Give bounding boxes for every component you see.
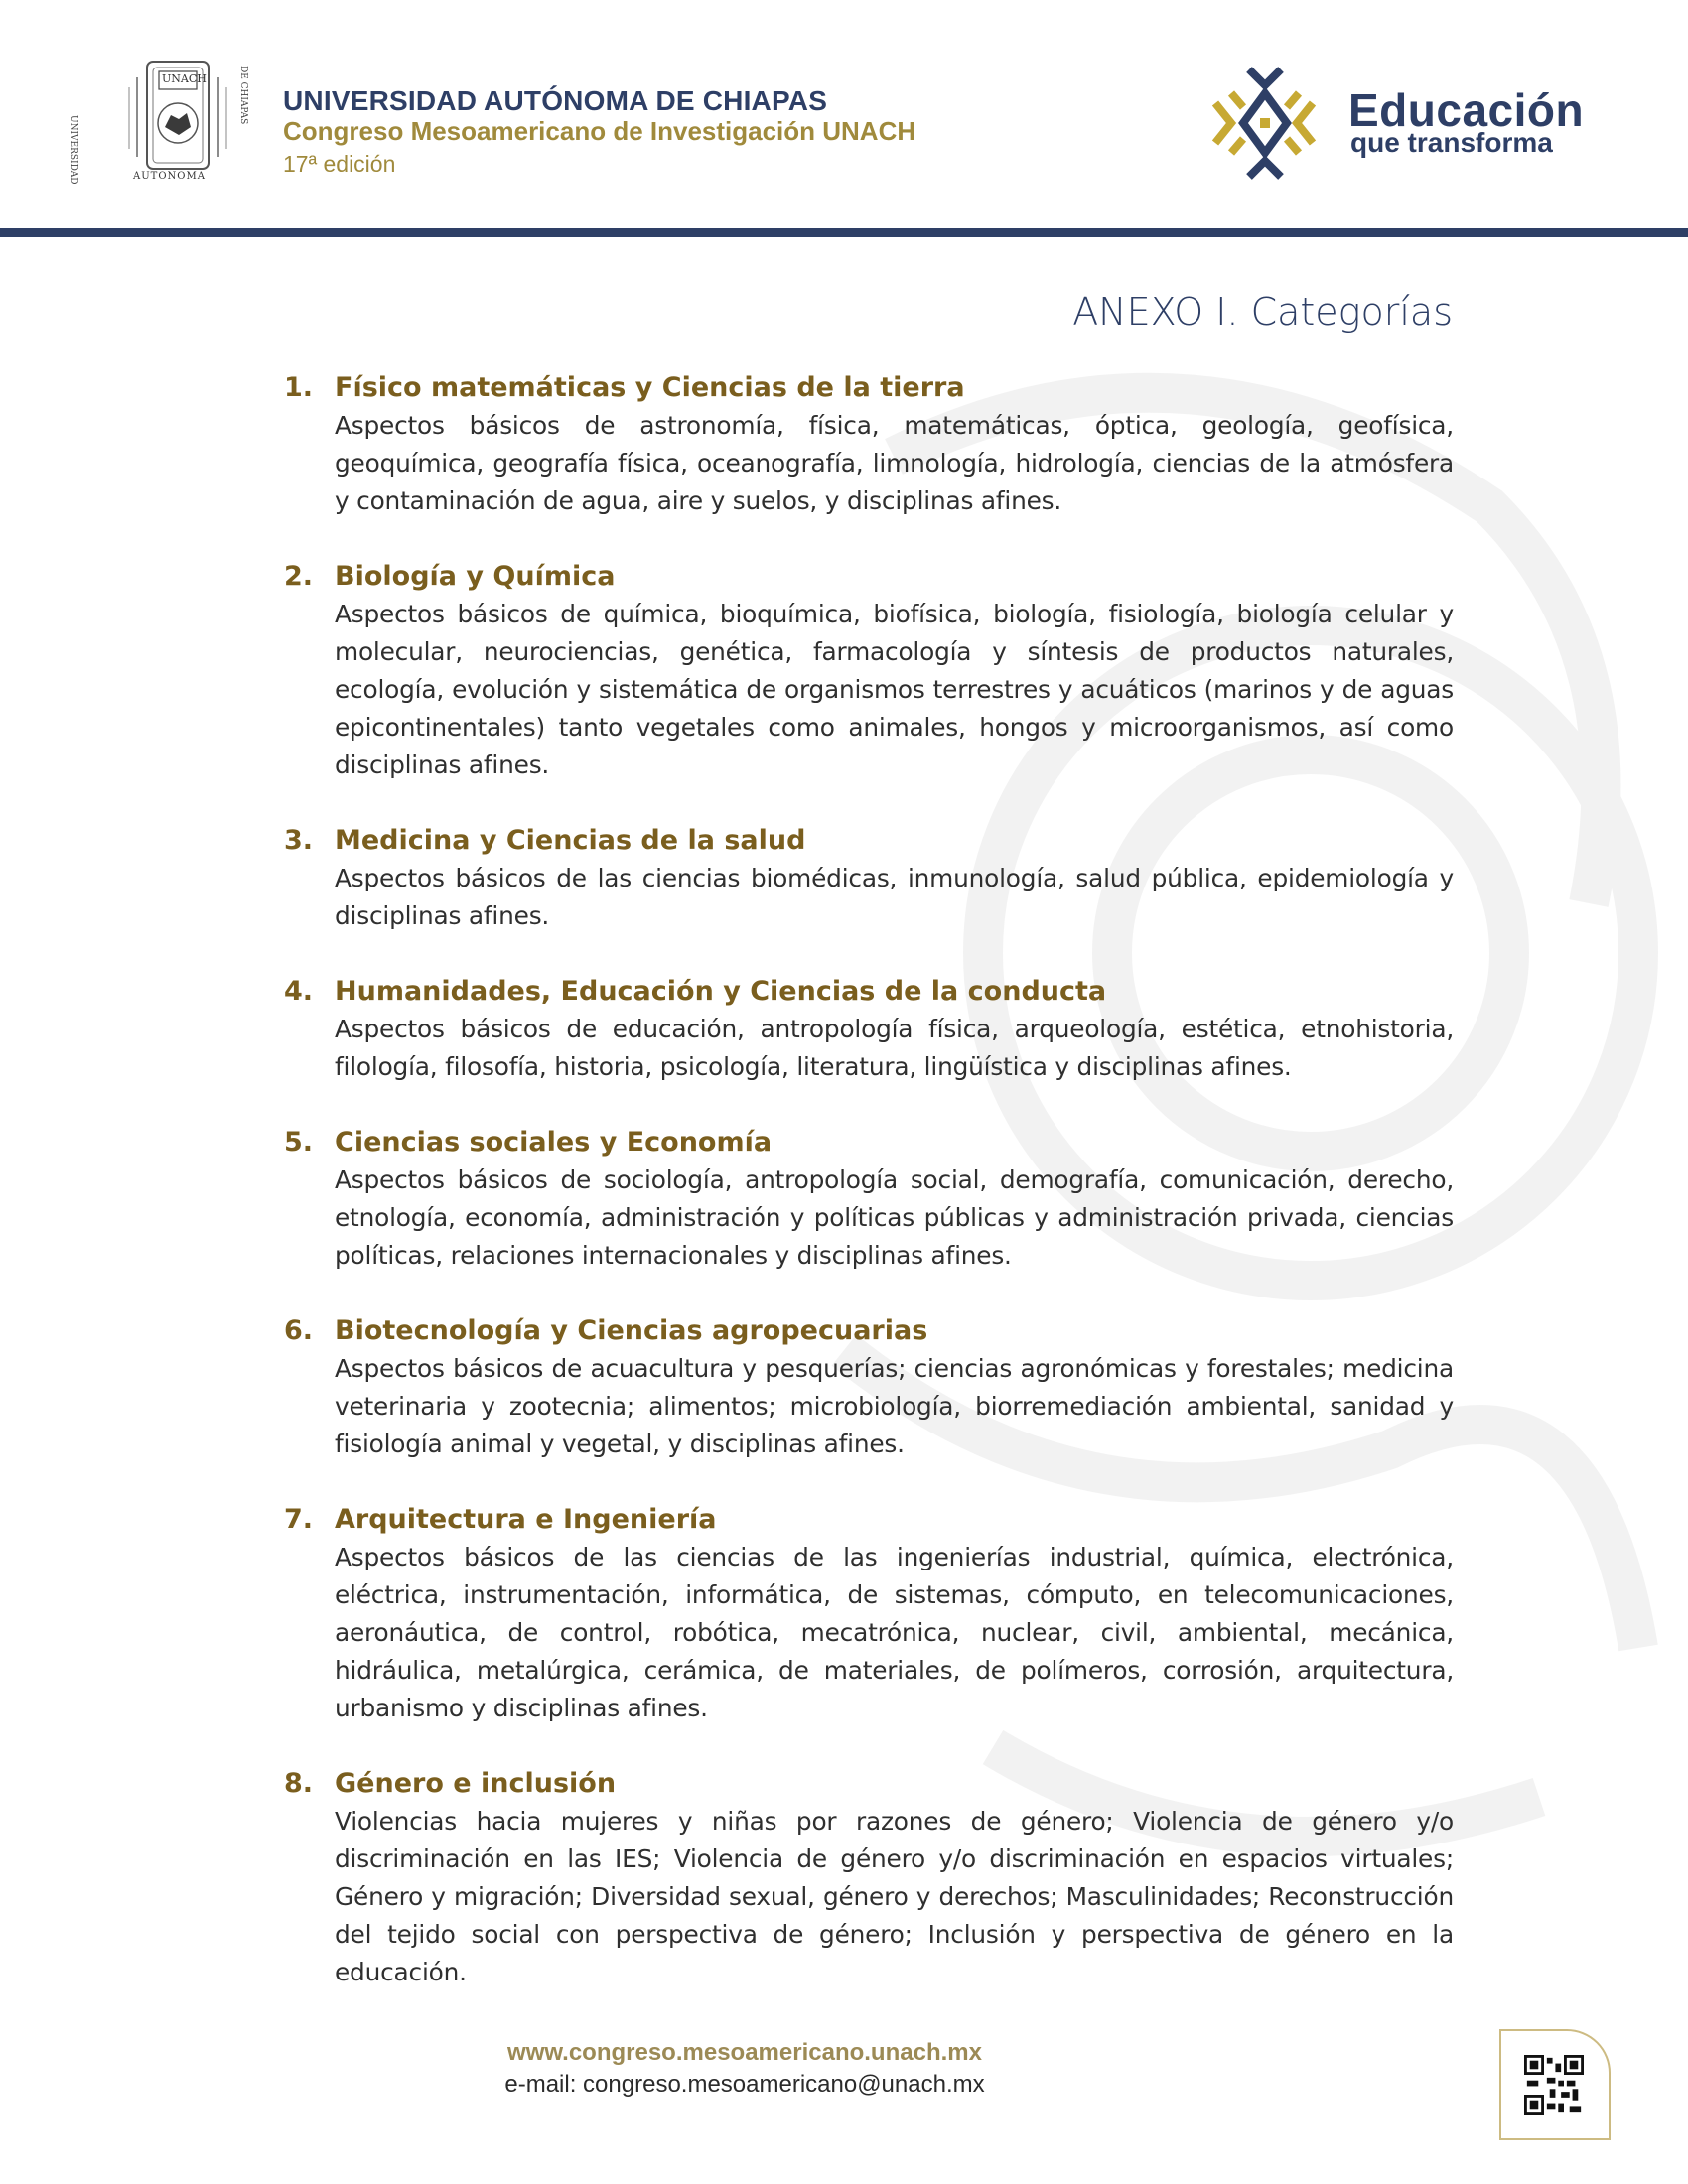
category-item [284, 822, 1454, 935]
seal-left-text: UNIVERSIDAD [69, 115, 78, 185]
logo-text-line1: Educación [1348, 84, 1585, 136]
category-item [284, 1124, 1454, 1275]
category-item [284, 973, 1454, 1086]
category-title: Físico matemáticas y Ciencias de la tierra [335, 372, 965, 403]
category-title: Ciencias sociales y Economía [335, 1127, 773, 1158]
category-description: Aspectos básicos de las ciencias biomédicas, inmunología, salud pública, epidemiología y disciplinas afines. [335, 864, 1454, 930]
category-title: Medicina y Ciencias de la salud [335, 825, 806, 856]
email-link[interactable]: e-mail: congreso.mesoamericano@unach.mx [504, 2071, 985, 2098]
category-description: Violencias hacia mujeres y niñas por razones de género; Violencia de género y/o discriminación en las IES; Violencia de género y/o discriminación en espacios virtuales; Género y migración; Diversidad sexual, género y derechos; Masculinidades; Reconstrucción del tejido social con perspectiva de género; Inclusión y perspectiva de género en la educación. [335, 1807, 1454, 1986]
website-link[interactable]: www.congreso.mesoamericano.unach.mx [507, 2039, 982, 2066]
category-item [284, 1501, 1454, 1727]
category-title: Humanidades, Educación y Ciencias de la conducta [335, 976, 1107, 1007]
seal-right-text: DE CHIAPAS [238, 66, 248, 125]
logo-text-line2: que transforma [1350, 127, 1553, 158]
university-name: UNIVERSIDAD AUTÓNOMA DE CHIAPAS [283, 85, 828, 116]
header-divider [0, 228, 1688, 237]
category-item [284, 558, 1454, 784]
qr-code-icon[interactable] [1524, 2055, 1584, 2115]
category-number: 2. [284, 561, 314, 592]
annex-title: ANEXO I. Categorías [1072, 290, 1453, 334]
category-description: Aspectos básicos de astronomía, física, matemáticas, óptica, geología, geofísica, geoquímica, geografía física, oceanografía, limnología, hidrología, ciencias de la atmósfera y contaminación de agua, aire y suelos, y disciplinas afines. [335, 411, 1454, 515]
seal-bottom-text: AUTONOMA [133, 171, 206, 182]
congress-name: Congreso Mesoamericano de Investigación UNACH [283, 116, 916, 146]
category-number: 1. [284, 372, 314, 403]
category-description: Aspectos básicos de sociología, antropología social, demografía, comunicación, derecho, etnología, economía, administración y políticas públicas y administración privada, ciencias políticas, relaciones internacionales y disciplinas afines. [335, 1165, 1454, 1270]
category-number: 6. [284, 1315, 314, 1346]
category-number: 3. [284, 825, 314, 856]
category-description: Aspectos básicos de educación, antropología física, arqueología, estética, etnohistoria, filología, filosofía, historia, psicología, literatura, lingüística y disciplinas afines. [335, 1015, 1454, 1081]
category-title: Arquitectura e Ingeniería [335, 1504, 717, 1535]
edition-label: 17ª edición [283, 151, 396, 177]
category-number: 8. [284, 1768, 314, 1799]
category-description: Aspectos básicos de las ciencias de las ingenierías industrial, química, electrónica, eléctrica, instrumentación, informática, de sistemas, cómputo, en telecomunicaciones, aeronáutica, de control, robótica, mecatrónica, nuclear, civil, ambiental, mecánica, hidráulica, metalúrgica, cerámica, de materiales, de polímeros, corrosión, arquitectura, urbanismo y disciplinas afines. [335, 1543, 1454, 1722]
educacion-logo-icon [1209, 64, 1319, 183]
category-description: Aspectos básicos de química, bioquímica, biofísica, biología, fisiología, biología celular y molecular, neurociencias, genética, farmacología y síntesis de productos naturales, ecología, evolución y sistemática de organismos terrestres y acuáticos (marinos y de aguas epicontinentales) tanto vegetales como animales, hongos y microorganismos, así como disciplinas afines. [335, 600, 1454, 779]
category-item [284, 1765, 1454, 1991]
seal-top-text: UNACH [162, 72, 207, 85]
categories-list [284, 369, 1454, 2029]
category-item [284, 369, 1454, 520]
category-description: Aspectos básicos de acuacultura y pesquerías; ciencias agronómicas y forestales; medicina veterinaria y zootecnia; alimentos; microbiología, biorremediación ambiental, sanidad y fisiología animal y vegetal, y disciplinas afines. [335, 1354, 1454, 1458]
category-number: 5. [284, 1127, 314, 1158]
category-title: Biología y Química [335, 561, 616, 592]
category-number: 4. [284, 976, 314, 1007]
category-item [284, 1312, 1454, 1463]
category-title: Género e inclusión [335, 1768, 617, 1799]
category-number: 7. [284, 1504, 314, 1535]
category-title: Biotecnología y Ciencias agropecuarias [335, 1315, 928, 1346]
page-header [0, 0, 1688, 238]
